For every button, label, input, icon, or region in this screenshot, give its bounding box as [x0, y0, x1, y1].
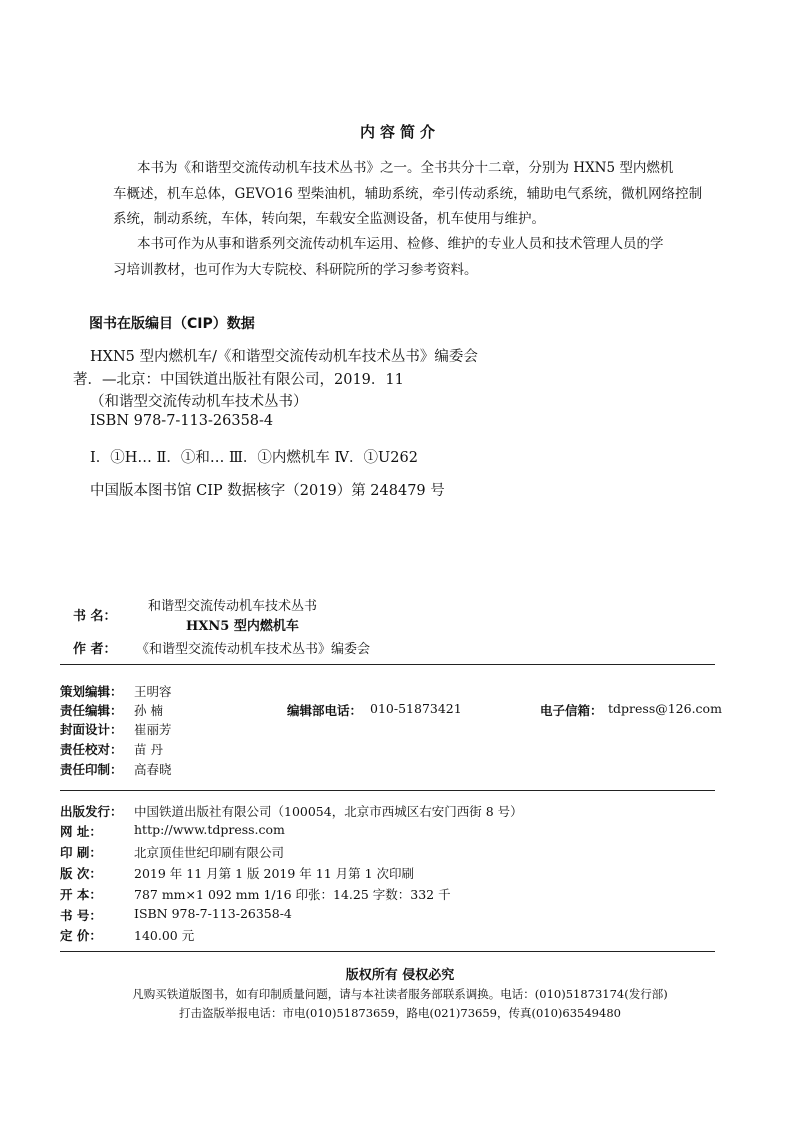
- book-series: 和谐型交流传动机车技术丛书: [148, 599, 318, 614]
- email-address: tdpress@126.com: [608, 701, 722, 716]
- publisher: 中国铁道出版社有限公司（100054，北京市西城区右安门西街 8 号）: [134, 804, 523, 819]
- intro-line-2: 车概述，机车总体，GEVO16 型柴油机，辅助系统，牵引传动系统，辅助电气系统，微机网络控制: [113, 186, 703, 202]
- price-label: 定 价：: [60, 928, 102, 943]
- intro-line-3: 系统，制动系统，车体，转向架，车载安全监测设备，机车使用与维护。: [113, 211, 545, 227]
- anti-piracy-notice: 打击盗版举报电话：市电(010)51873659，路电(021)73659，传真(010)63549480: [179, 1006, 621, 1020]
- cip-line-2: 著．—北京：中国铁道出版社有限公司，2019．11: [73, 372, 404, 388]
- cip-line-3: （和谐型交流传动机车技术丛书）: [90, 394, 308, 410]
- cip-line-5: Ⅰ．①H… Ⅱ．①和… Ⅲ．①内燃机车 Ⅳ．①U262: [90, 450, 418, 466]
- cover-designer: 崔丽芳: [134, 722, 172, 737]
- cip-line-1: HXN5 型内燃机车/《和谐型交流传动机车技术丛书》编委会: [90, 349, 478, 365]
- email-label: 电子信箱：: [540, 703, 603, 718]
- cip-heading: 图书在版编目（CIP）数据: [89, 316, 255, 332]
- intro-line-1: 本书为《和谐型交流传动机车技术丛书》之一。全书共分十二章，分别为 HXN5 型内燃机: [137, 160, 674, 176]
- intro-line-4: 本书可作为从事和谐系列交流传动机车运用、检修、维护的专业人员和技术管理人员的学: [137, 236, 664, 252]
- printer: 北京顶佳世纪印刷有限公司: [134, 845, 285, 860]
- cip-line-6: 中国版本图书馆 CIP 数据核字（2019）第 248479 号: [90, 483, 445, 499]
- publisher-label: 出版发行：: [60, 804, 123, 819]
- print-supervisor: 高春晓: [134, 762, 172, 777]
- responsible-editor: 孙 楠: [134, 703, 163, 718]
- edition: 2019 年 11 月第 1 版 2019 年 11 月第 1 次印刷: [134, 866, 415, 881]
- rights-notice: 版权所有 侵权必究: [345, 968, 455, 983]
- print-supervisor-label: 责任印制：: [60, 762, 123, 777]
- proofreader: 苗 丹: [134, 742, 163, 757]
- book-title-label: 书 名：: [73, 609, 117, 624]
- divider-middle: [60, 790, 715, 791]
- book-author: 《和谐型交流传动机车技术丛书》编委会: [136, 642, 371, 657]
- website: http://www.tdpress.com: [134, 822, 285, 837]
- book-title: HXN5 型内燃机车: [186, 619, 299, 634]
- edition-label: 版 次：: [60, 866, 102, 881]
- divider-bottom: [60, 951, 715, 952]
- book-author-label: 作 者：: [73, 642, 117, 657]
- quality-notice: 凡购买铁道版图书，如有印制质量问题，请与本社读者服务部联系调换。电话：(010)51873174(发行部): [132, 987, 668, 1001]
- editorial-phone: 010-51873421: [370, 701, 462, 716]
- planning-editor-label: 策划编辑：: [60, 684, 123, 699]
- proofreader-label: 责任校对：: [60, 742, 123, 757]
- intro-title: 内容简介: [359, 123, 440, 141]
- isbn-label: 书 号：: [60, 908, 102, 923]
- price: 140.00 元: [134, 928, 195, 943]
- cip-line-4: ISBN 978-7-113-26358-4: [90, 413, 274, 429]
- intro-line-5: 习培训教材，也可作为大专院校、科研院所的学习参考资料。: [113, 262, 478, 278]
- printer-label: 印 刷：: [60, 845, 102, 860]
- responsible-editor-label: 责任编辑：: [60, 703, 123, 718]
- format-label: 开 本：: [60, 887, 102, 902]
- isbn: ISBN 978-7-113-26358-4: [134, 906, 292, 921]
- format: 787 mm×1 092 mm 1/16 印张：14.25 字数：332 千: [134, 887, 451, 902]
- website-label: 网 址：: [60, 824, 102, 839]
- cover-design-label: 封面设计：: [60, 722, 123, 737]
- planning-editor: 王明容: [134, 684, 172, 699]
- editorial-phone-label: 编辑部电话：: [287, 703, 363, 718]
- divider-top: [60, 664, 715, 665]
